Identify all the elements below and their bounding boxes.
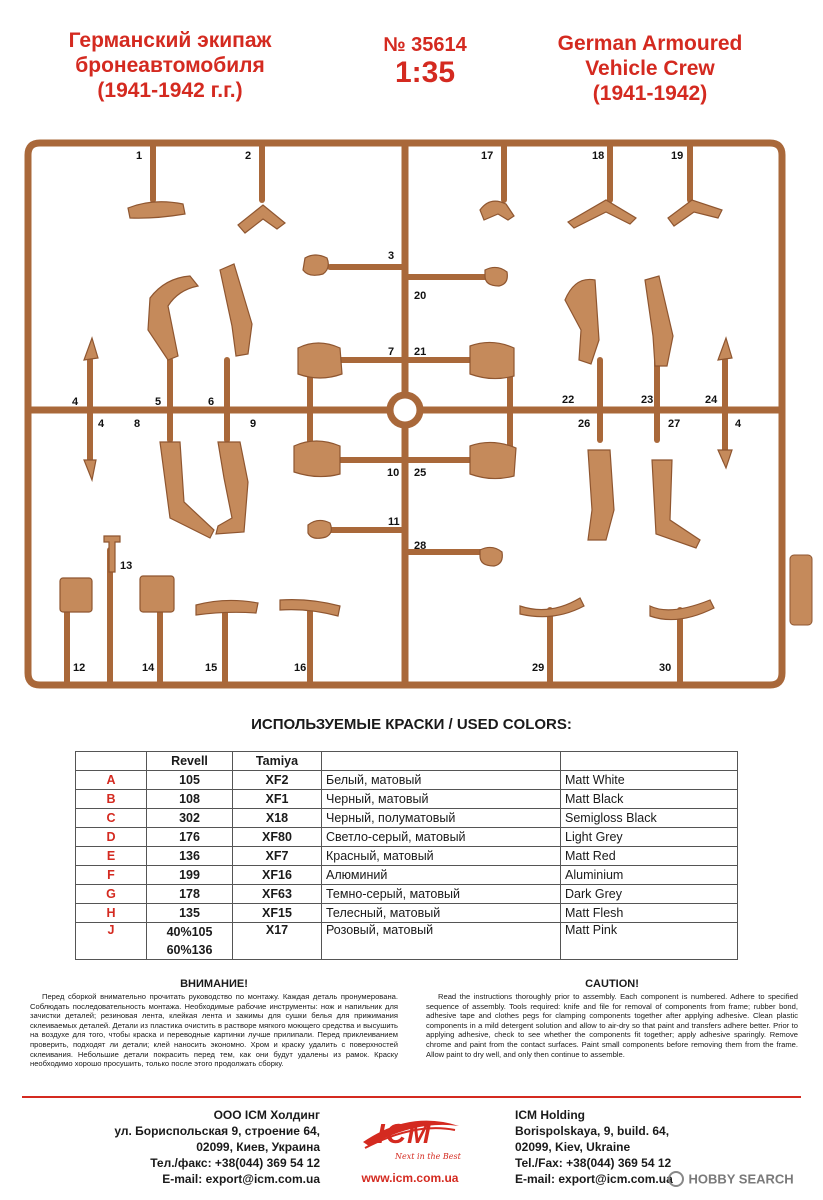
color-name-ru: Красный, матовый bbox=[322, 847, 561, 866]
part-torso-10 bbox=[294, 441, 340, 477]
footer-en-phone: Tel./Fax: +38(044) 369 54 12 bbox=[515, 1156, 672, 1170]
color-name-en: Matt Pink bbox=[561, 923, 738, 960]
part-jerrycan-14 bbox=[140, 576, 174, 612]
revell-code: 176 bbox=[147, 828, 233, 847]
part-legs-5 bbox=[148, 276, 198, 360]
title-ru-line1: Германский экипаж bbox=[68, 29, 272, 52]
color-name-ru: Телесный, матовый bbox=[322, 904, 561, 923]
scale: 1:35 bbox=[394, 56, 456, 89]
part-number: 26 bbox=[578, 418, 591, 430]
color-name-ru: Белый, матовый bbox=[322, 771, 561, 790]
part-arm-2 bbox=[238, 205, 285, 233]
title-ru-line3: (1941-1942 г.г.) bbox=[97, 79, 243, 102]
part-rifle-4c bbox=[718, 450, 732, 468]
part-head-3 bbox=[303, 255, 328, 275]
color-name-ru: Темно-серый, матовый bbox=[322, 885, 561, 904]
part-torso-7 bbox=[298, 343, 342, 378]
part-number: 5 bbox=[155, 396, 162, 408]
part-number: 24 bbox=[705, 394, 718, 406]
footer-ru-addr1: ул. Бориспольская 9, строение 64, bbox=[114, 1124, 320, 1138]
colors-title: ИСПОЛЬЗУЕМЫЕ КРАСКИ / USED COLORS: bbox=[251, 716, 572, 733]
warning-ru-text: Перед сборкой внимательно прочитать руководство по монтажу. Каждая деталь пронумерована. Соблюдать последовательность монтажа. Необходимые рабочие инструменты: нож и напильник для зачистки деталей; резиновая лента, клейкая лента и зажимы для сушки белья для прижимания склеиваемых деталей. Детали из пластика очистить в растворе мягкого моющего средства и высушить на воздухе для того, чтобы краска и переводные картинки лучше прилипали. Перед приклеиванием проверить, подходят ли детали; клей наносить экономно. Хром и краску удалить с поверхностей склеивания. Небольшие детали покрасить перед тем, как они будут удалены из рамок. Краску необходимо хорошо просушить, только после этого продолжать сборку. bbox=[30, 992, 398, 1069]
part-torso-21 bbox=[470, 342, 514, 378]
logo-text: ICM bbox=[377, 1118, 432, 1149]
footer-ru-email: E-mail: export@icm.com.ua bbox=[162, 1172, 320, 1186]
tamiya-code: XF16 bbox=[233, 866, 322, 885]
footer-ru-addr2: 02099, Киев, Украина bbox=[196, 1140, 320, 1154]
revell-mix-line2: 60%136 bbox=[166, 943, 213, 957]
color-name-ru: Алюминий bbox=[322, 866, 561, 885]
footer-ru-company: ООО ICM Холдинг bbox=[213, 1108, 320, 1122]
title-en bbox=[505, 31, 795, 106]
color-letter: H bbox=[76, 904, 147, 923]
part-legs-26 bbox=[588, 450, 614, 540]
title-en-line3: (1941-1942) bbox=[592, 82, 708, 105]
part-head-28 bbox=[480, 547, 502, 566]
logo-tagline: Next in the Best bbox=[395, 1152, 461, 1161]
revell-code-mix bbox=[147, 923, 233, 960]
part-number: 22 bbox=[562, 394, 575, 406]
table-row bbox=[76, 809, 738, 828]
warning-en-title: CAUTION! bbox=[585, 978, 639, 990]
color-name-en: Matt Red bbox=[561, 847, 738, 866]
part-number: 12 bbox=[73, 662, 86, 674]
part-arm-15 bbox=[196, 600, 258, 615]
part-number: 4 bbox=[72, 396, 79, 408]
color-letter: J bbox=[76, 923, 147, 960]
header-en bbox=[561, 752, 738, 771]
part-legs-27 bbox=[652, 460, 700, 548]
color-name-ru: Черный, полуматовый bbox=[322, 809, 561, 828]
table-row bbox=[76, 923, 738, 960]
title-ru bbox=[20, 28, 320, 103]
tamiya-code: XF63 bbox=[233, 885, 322, 904]
color-name-ru: Черный, матовый bbox=[322, 790, 561, 809]
part-rifle-4b bbox=[84, 460, 96, 480]
part-arm-29 bbox=[520, 598, 584, 617]
part-number: 27 bbox=[668, 418, 681, 430]
part-number: 9 bbox=[250, 418, 257, 430]
part-number: 16 bbox=[294, 662, 307, 674]
part-legs-8 bbox=[160, 442, 214, 538]
part-legs-9 bbox=[216, 442, 248, 534]
table-row bbox=[76, 847, 738, 866]
revell-code: 108 bbox=[147, 790, 233, 809]
part-arm-19 bbox=[668, 200, 722, 226]
color-letter: F bbox=[76, 866, 147, 885]
warning-en bbox=[426, 978, 798, 1059]
title-en-line1: German Armoured bbox=[557, 32, 743, 55]
warning-ru bbox=[30, 978, 398, 1069]
part-number: 4 bbox=[98, 418, 105, 430]
color-name-ru: Светло-серый, матовый bbox=[322, 828, 561, 847]
title-en-line2: Vehicle Crew bbox=[585, 57, 715, 80]
part-number: 19 bbox=[671, 150, 684, 162]
revell-code: 302 bbox=[147, 809, 233, 828]
tamiya-code: XF15 bbox=[233, 904, 322, 923]
color-name-en: Aluminium bbox=[561, 866, 738, 885]
header bbox=[0, 0, 823, 115]
part-number: 30 bbox=[659, 662, 672, 674]
color-name-ru: Розовый, матовый bbox=[322, 923, 561, 960]
part-legs-23 bbox=[645, 276, 673, 366]
table-row bbox=[76, 771, 738, 790]
part-fork-13 bbox=[104, 536, 120, 572]
footer-en-email: E-mail: export@icm.com.ua bbox=[515, 1172, 673, 1186]
part-number: 17 bbox=[481, 150, 494, 162]
website: www.icm.com.ua bbox=[361, 1171, 459, 1185]
part-rifle-24 bbox=[718, 338, 732, 360]
color-name-en: Matt Flesh bbox=[561, 904, 738, 923]
revell-code: 136 bbox=[147, 847, 233, 866]
part-number: 18 bbox=[592, 150, 605, 162]
tamiya-code: X17 bbox=[233, 923, 322, 960]
sprue-tab bbox=[790, 555, 812, 625]
part-head-20 bbox=[485, 267, 507, 286]
color-name-en: Dark Grey bbox=[561, 885, 738, 904]
color-letter: C bbox=[76, 809, 147, 828]
sprue-diagram bbox=[0, 130, 823, 700]
colors-table-wrap bbox=[75, 751, 738, 960]
part-jerrycan-12 bbox=[60, 578, 92, 612]
part-number: 13 bbox=[120, 560, 133, 572]
color-name-en: Matt White bbox=[561, 771, 738, 790]
icm-logo bbox=[355, 1108, 465, 1168]
footer-en-addr2: 02099, Kiev, Ukraine bbox=[515, 1140, 631, 1154]
revell-code: 105 bbox=[147, 771, 233, 790]
color-name-en: Light Grey bbox=[561, 828, 738, 847]
warning-ru-title: ВНИМАНИЕ! bbox=[180, 978, 248, 990]
table-row bbox=[76, 885, 738, 904]
part-number: 29 bbox=[532, 662, 545, 674]
title-ru-line2: бронеавтомобиля bbox=[75, 54, 265, 77]
part-arm-1 bbox=[128, 202, 185, 218]
revell-mix-line1: 40%105 bbox=[166, 925, 213, 939]
table-row bbox=[76, 828, 738, 847]
table-row bbox=[76, 790, 738, 809]
part-number: 21 bbox=[414, 346, 427, 358]
table-header-row bbox=[76, 752, 738, 771]
part-legs-6 bbox=[220, 264, 252, 356]
watermark-icon bbox=[668, 1171, 684, 1187]
color-letter: B bbox=[76, 790, 147, 809]
part-head-11 bbox=[308, 520, 331, 538]
part-number: 11 bbox=[388, 516, 400, 528]
part-number: 4 bbox=[735, 418, 742, 430]
tamiya-code: XF1 bbox=[233, 790, 322, 809]
table-row bbox=[76, 904, 738, 923]
table-row bbox=[76, 866, 738, 885]
colors-table bbox=[75, 751, 738, 960]
part-number: 1 bbox=[136, 150, 143, 162]
part-number: 2 bbox=[245, 150, 252, 162]
color-letter: A bbox=[76, 771, 147, 790]
part-number: 7 bbox=[388, 346, 395, 358]
tamiya-code: X18 bbox=[233, 809, 322, 828]
footer-en-addr1: Borispolskaya, 9, build. 64, bbox=[515, 1124, 670, 1138]
part-arm-18 bbox=[568, 200, 636, 228]
header-revell: Revell bbox=[147, 752, 233, 771]
part-legs-22 bbox=[565, 279, 599, 364]
header-tamiya: Tamiya bbox=[233, 752, 322, 771]
part-number: 8 bbox=[134, 418, 141, 430]
header-ru bbox=[322, 752, 561, 771]
tamiya-code: XF7 bbox=[233, 847, 322, 866]
sprue-center-ring bbox=[390, 395, 420, 425]
revell-code: 135 bbox=[147, 904, 233, 923]
part-cat-17 bbox=[480, 201, 514, 220]
part-number: 6 bbox=[208, 396, 215, 408]
part-number: 25 bbox=[414, 467, 427, 479]
part-torso-25 bbox=[470, 442, 516, 478]
part-number: 20 bbox=[414, 290, 427, 302]
sprue-drawing bbox=[0, 130, 823, 700]
color-name-en: Matt Black bbox=[561, 790, 738, 809]
part-number: 14 bbox=[142, 662, 155, 674]
watermark bbox=[668, 1170, 818, 1188]
kit-number: № 35614 bbox=[383, 34, 467, 56]
color-letter: G bbox=[76, 885, 147, 904]
part-number: 3 bbox=[388, 250, 395, 262]
revell-code: 178 bbox=[147, 885, 233, 904]
tamiya-code: XF2 bbox=[233, 771, 322, 790]
footer-en-company: ICM Holding bbox=[515, 1108, 585, 1122]
color-name-en: Semigloss Black bbox=[561, 809, 738, 828]
part-number: 28 bbox=[414, 540, 427, 552]
footer-ru-phone: Тел./факс: +38(044) 369 54 12 bbox=[150, 1156, 320, 1170]
warning-en-text: Read the instructions thoroughly prior to assembly. Each component is numbered. Adhere to specified sequence of assembly. Tools required: knife and file for removal of components from frame; rubber bond, adhesive tape and clothes pegs for clamping components together after applying adhesive. Clean plastic components in a mild detergent solution and allow to air-dry so that paint and transfers adhere better. Prior to applying adhesive, check to see whether the components fit together; apply adhesive sparingly. Remove chrome and paint from the contact surfaces. Paint small components before removing them from the frame. Allow paint to dry well, and only then continue to assemble. bbox=[426, 992, 798, 1059]
color-letter: D bbox=[76, 828, 147, 847]
part-number: 15 bbox=[205, 662, 218, 674]
tamiya-code: XF80 bbox=[233, 828, 322, 847]
header-letter bbox=[76, 752, 147, 771]
footer-divider bbox=[22, 1096, 801, 1098]
revell-code: 199 bbox=[147, 866, 233, 885]
part-number: 10 bbox=[387, 467, 400, 479]
color-letter: E bbox=[76, 847, 147, 866]
part-number: 23 bbox=[641, 394, 654, 406]
watermark-text: HOBBY SEARCH bbox=[688, 1171, 794, 1187]
footer-ru bbox=[60, 1107, 320, 1187]
part-rifle-4a bbox=[84, 338, 98, 360]
part-arm-30 bbox=[650, 600, 714, 620]
